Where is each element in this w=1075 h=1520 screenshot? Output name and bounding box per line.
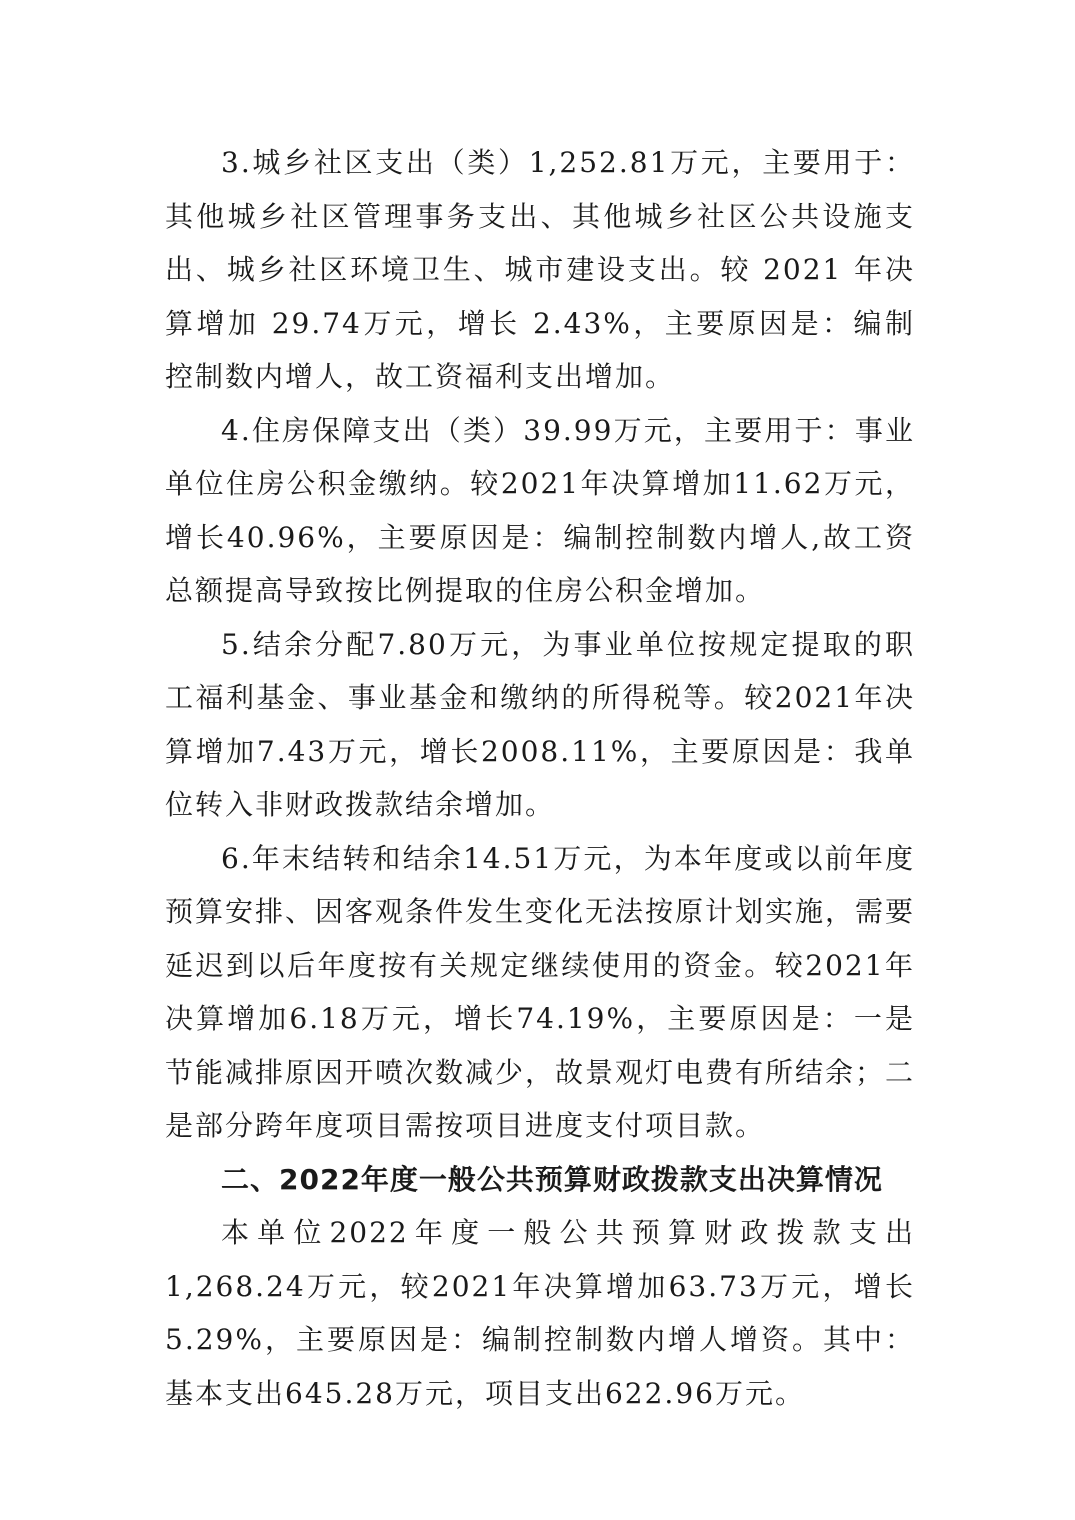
paragraph-year-end-carryover: 6.年末结转和结余14.51万元，为本年度或以前年度预算安排、因客观条件发生变化无法按原计划实施，需要延迟到以后年度按有关规定继续使用的资金。较2021年决算增加6.18万元，增长74.19%，主要原因是：一是节能减排原因开喷次数减少，故景观灯电费有所结余；二是部分跨年度项目需按项目进度支付项目款。 — [165, 841, 916, 1142]
paragraph-surplus-distribution: 5.结余分配7.80万元，为事业单位按规定提取的职工福利基金、事业基金和缴纳的所得税等。较2021年决算增加7.43万元，增长2008.11%，主要原因是：我单位转入非财政拨款结余增加。 — [165, 627, 915, 821]
paragraph-housing-security-expenditure: 4.住房保障支出（类）39.99万元，主要用于：事业单位住房公积金缴纳。较2021年决算增加11.62万元，增长40.96%，主要原因是：编制控制数内增人,故工资总额提高导致按比例提取的住房公积金增加。 — [165, 413, 915, 607]
section-heading: 二、2022年度一般公共预算财政拨款支出决算情况 — [221, 1162, 883, 1196]
paragraph-general-budget-expenditure: 本单位2022年度一般公共预算财政拨款支出1,268.24万元，较2021年决算增加63.73万元，增长5.29%，主要原因是：编制控制数内增人增资。其中：基本支出645.28万元，项目支出622.96万元。 — [165, 1216, 915, 1410]
paragraph-urban-rural-community-expenditure: 3.城乡社区支出（类）1,252.81万元，主要用于：其他城乡社区管理事务支出、其他城乡社区公共设施支出、城乡社区环境卫生、城市建设支出。较 2021 年决算增加 29.74万元，增长 2.43%，主要原因是：编制控制数内增人，故工资福利支出增加。 — [165, 146, 915, 393]
document-body — [165, 136, 915, 1420]
